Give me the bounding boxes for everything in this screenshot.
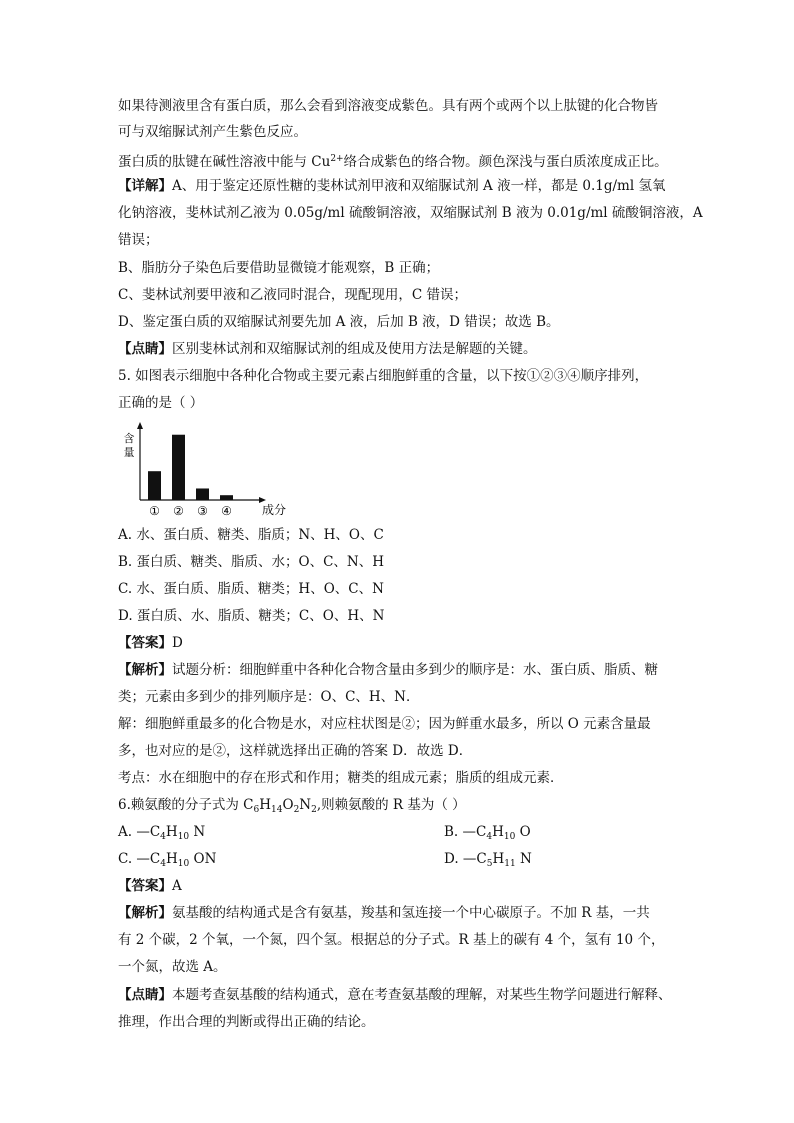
q6-opt-c-label: C. —C [118,851,161,867]
intro-line-3-b: 络合成紫色的络合物。颜色深浅与蛋白质浓度成正比。 [343,154,668,170]
q6-option-d: D. $—C_5H_{11}$ N [444,851,532,869]
detail-line-3: 错误； [118,232,159,248]
q6-option-b: B. $—C_4H_{10}$ O [444,824,531,842]
tick-label-4: ④ [221,504,232,518]
q5-analysis-text-1: 试题分析：细胞鲜重中各种化合物含量由多到少的顺序是：水、蛋白质、脂质、糖 [172,662,658,678]
detail-line-2: 化钠溶液，斐林试剂乙液为 0.05g/ml 硫酸铜溶液，双缩脲试剂 B 液为 0.01g/ml 硫酸铜溶液，A [118,205,703,221]
detail-tag: 【详解】 [118,178,172,194]
y-label-char-2: 量 [123,446,135,459]
y-label-char-1: 含 [123,432,135,445]
q6-stem-text: 6.赖氨酸的分子式为 C [118,797,254,813]
q5-answer-value: D [172,635,183,651]
bar-chart [116,420,286,520]
q5-analysis-1 [118,661,658,679]
intro-line-2: 可与双缩脲试剂产生紫色反应。 [118,124,307,140]
q6-point-2: 推理，作出合理的判断或得出正确的结论。 [118,1014,375,1030]
intro-line-3-a: 蛋白质的肽键在碱性溶液中能与 Cu [118,154,331,170]
q6-stem: 6.赖氨酸的分子式为 $C_6H_{14}O_2N_2$,则赖氨酸的 R 基为（ ） [118,797,466,815]
point1-line [118,340,537,358]
x-axis-label: 成分 [262,503,286,517]
q6-analysis-tag: 【解析】 [118,905,172,921]
q5-analysis-2: 类；元素由多到少的排列顺序是：O、C、H、N． [118,689,420,705]
q6-point-text-1: 本题考查氨基酸的结构通式，意在考查氨基酸的理解，对某些生物学问题进行解释、 [172,987,672,1003]
q6-analysis-2: 有 2 个碳，2 个氧，一个氮，四个氢。根据总的分子式。R 基上的碳有 4 个，氢有 10 个， [118,932,665,948]
q6-point-tag: 【点睛】 [118,987,172,1003]
q6-option-a: A. $—C_4H_{10}$ N [118,824,206,842]
q6-answer [118,877,182,895]
bar-1 [148,471,161,500]
q5-stem-2: 正确的是（ ） [118,395,204,411]
cu-charge: 2+ [330,154,344,164]
detail-line-6: D、鉴定蛋白质的双缩脲试剂要先加 A 液，后加 B 液，D 错误；故选 B。 [118,314,560,330]
q5-kaodian: 考点：水在细胞中的存在形式和作用；糖类的组成元素；脂质的组成元素． [118,770,564,786]
q6-opt-b-label: B. —C [444,824,487,840]
point1-tag: 【点睛】 [118,341,172,357]
point1-text: 区别斐林试剂和双缩脲试剂的组成及使用方法是解题的关键。 [172,341,537,357]
detail-text-1: A、用于鉴定还原性糖的斐林试剂甲液和双缩脲试剂 A 液一样，都是 0.1g/ml 氢氧 [172,178,666,194]
q5-answer-tag: 【答案】 [118,635,172,651]
bar-2 [172,435,185,500]
q6-option-c: C. $—C_4H_{10}$ ON [118,851,217,869]
y-axis-arrow [137,422,143,429]
q5-answer [118,634,183,652]
tick-label-2: ② [173,504,184,518]
q6-point-1 [118,986,672,1004]
q6-opt-d-label: D. —C [444,851,487,867]
q5-solution-1: 解：细胞鲜重最多的化合物是水，对应柱状图是②；因为鲜重水最多，所以 O 元素含量最 [118,716,651,732]
detail-line-5: C、斐林试剂要甲液和乙液同时混合，现配现用，C 错误； [118,287,467,303]
tick-label-1: ① [149,504,160,518]
detail-line-4: B、脂肪分子染色后要借助显微镜才能观察，B 正确； [118,260,440,276]
q5-option-b: B. 蛋白质、糖类、脂质、水；O、C、N、H [118,554,384,570]
q6-answer-value: A [172,878,182,894]
intro-line-1: 如果待测液里含有蛋白质，那么会看到溶液变成紫色。具有两个或两个以上肽键的化合物皆 [118,98,658,114]
q5-option-a: A. 水、蛋白质、糖类、脂质；N、H、O、C [118,527,384,543]
q6-analysis-3: 一个氮，故选 A。 [118,959,227,975]
detail-line-1 [118,177,665,195]
bar-3 [196,488,209,500]
q5-solution-2: 多，也对应的是②，这样就选择出正确的答案 D．故选 D． [118,743,473,759]
q6-answer-tag: 【答案】 [118,878,172,894]
bar-4 [220,495,233,500]
tick-label-3: ③ [197,504,208,518]
q6-analysis-text-1: 氨基酸的结构通式是含有氨基，羧基和氢连接一个中心碳原子。不加 R 基，一共 [172,905,650,921]
intro-line-3 [118,150,668,171]
q6-opt-a-label: A. —C [118,824,161,840]
q5-option-d: D. 蛋白质、水、脂质、糖类；C、O、H、N [118,608,385,624]
q5-option-c: C. 水、蛋白质、脂质、糖类；H、O、C、N [118,581,384,597]
q5-stem-1: 5. 如图表示细胞中各种化合物或主要元素占细胞鲜重的含量，以下按①②③④顺序排列， [118,368,649,384]
q6-analysis-1 [118,904,650,922]
q5-analysis-tag: 【解析】 [118,662,172,678]
